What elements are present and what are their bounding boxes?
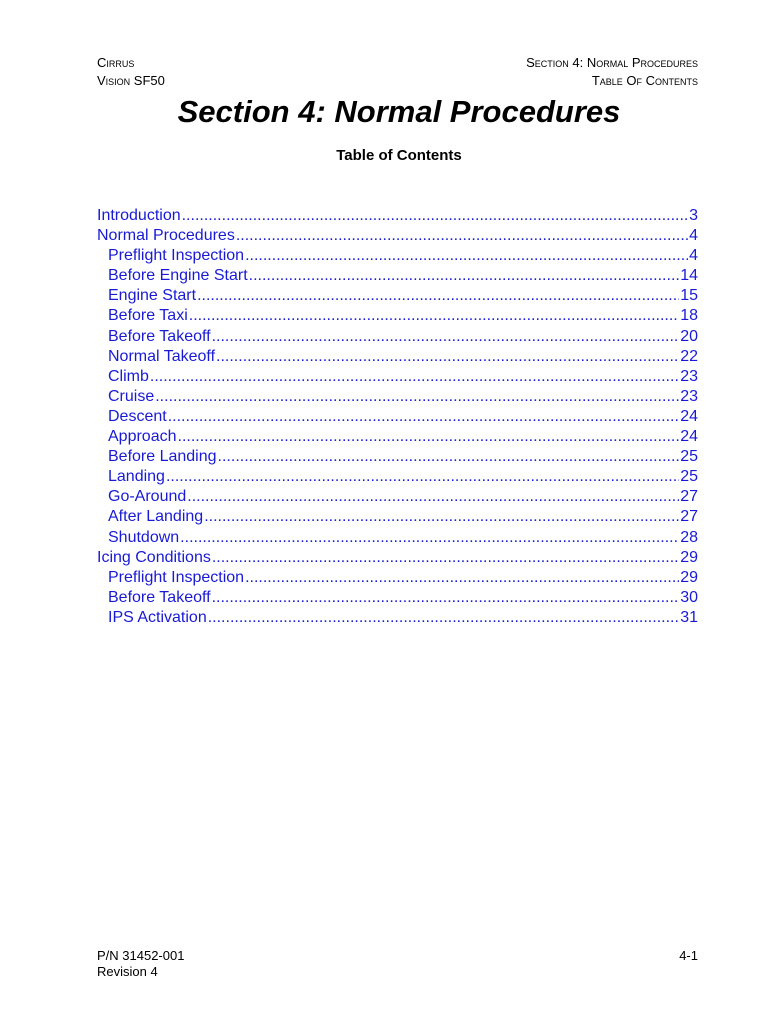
toc-entry[interactable] <box>97 487 698 507</box>
toc-dot-leader <box>218 447 680 467</box>
toc-dot-leader <box>208 608 679 628</box>
toc-entry[interactable] <box>97 568 698 588</box>
footer-right <box>679 948 698 964</box>
toc-entry-page: 4 <box>689 247 698 265</box>
toc-entry-label: Approach <box>108 428 177 446</box>
toc-entry-label: Climb <box>108 367 149 385</box>
toc-entry-page: 29 <box>680 568 698 586</box>
toc-entry-page: 23 <box>680 367 698 385</box>
toc-entry[interactable] <box>97 548 698 568</box>
toc-entry-page: 18 <box>680 307 698 325</box>
header-subsection: Table Of Contents <box>591 73 698 88</box>
toc-entry[interactable] <box>97 266 698 286</box>
toc-entry-label: Engine Start <box>108 287 197 305</box>
toc-dot-leader <box>212 548 679 568</box>
toc-entry-page: 28 <box>680 528 698 546</box>
footer-page-number: 4-1 <box>679 948 698 963</box>
toc-entry[interactable] <box>97 226 698 246</box>
toc-entry-label: Cruise <box>108 387 155 405</box>
toc-dot-leader <box>197 286 679 306</box>
toc-entry[interactable] <box>97 367 698 387</box>
toc-dot-leader <box>150 367 679 387</box>
toc-dot-leader <box>155 387 679 407</box>
toc-dot-leader <box>187 487 679 507</box>
footer-left <box>97 948 184 980</box>
toc-entry-label: Go-Around <box>108 488 187 506</box>
toc-dot-leader <box>245 246 688 266</box>
toc-entry-page: 27 <box>680 508 698 526</box>
toc-entry-page: 24 <box>680 407 698 425</box>
toc-entry-label: Introduction <box>97 207 181 224</box>
header-model: Vision SF50 <box>97 73 165 88</box>
toc-entry-page: 15 <box>680 287 698 305</box>
toc-entry[interactable] <box>97 528 698 548</box>
toc-entry[interactable] <box>97 306 698 326</box>
toc-entry-label: Before Engine Start <box>108 267 248 285</box>
toc-entry-label: Before Taxi <box>108 307 188 325</box>
toc-entry-page: 23 <box>680 387 698 405</box>
toc-entry[interactable] <box>97 246 698 266</box>
toc-entry[interactable] <box>97 407 698 427</box>
toc-entry[interactable] <box>97 286 698 306</box>
footer-revision: Revision 4 <box>97 964 158 979</box>
page-title: Section 4: Normal Procedures <box>177 94 621 129</box>
toc-dot-leader <box>180 528 679 548</box>
toc-heading: Table of Contents <box>336 147 462 164</box>
toc-entry-label: Before Landing <box>108 448 217 466</box>
toc-entry-page: 3 <box>689 207 698 224</box>
toc-dot-leader <box>212 327 680 347</box>
toc-entry-label: Before Takeoff <box>108 588 211 606</box>
running-header-left <box>97 54 165 90</box>
toc-entry-label: Landing <box>108 468 165 486</box>
toc-dot-leader <box>212 588 680 608</box>
header-section: Section 4: Normal Procedures <box>526 55 698 70</box>
toc-entry-label: Icing Conditions <box>97 548 211 566</box>
toc-entry[interactable] <box>97 608 698 628</box>
running-header-right <box>526 54 698 90</box>
toc-entry[interactable] <box>97 387 698 407</box>
toc-entry[interactable] <box>97 327 698 347</box>
toc-entry[interactable] <box>97 347 698 367</box>
toc-dot-leader <box>216 347 679 367</box>
toc-entry[interactable] <box>97 467 698 487</box>
toc-entry-label: Normal Procedures <box>97 227 235 245</box>
toc-entry-page: 30 <box>680 588 698 606</box>
toc-dot-leader <box>182 206 688 226</box>
toc-entry-label: Preflight Inspection <box>108 568 245 586</box>
toc-entry[interactable] <box>97 507 698 527</box>
header-manufacturer: Cirrus <box>97 55 135 70</box>
toc-entry-page: 4 <box>689 227 698 245</box>
toc-entry[interactable] <box>97 206 698 226</box>
toc-entry[interactable] <box>97 427 698 447</box>
toc-entry-page: 24 <box>680 428 698 446</box>
toc-entry-label: Preflight Inspection <box>108 247 245 265</box>
toc-dot-leader <box>168 407 680 427</box>
toc-dot-leader <box>178 427 680 447</box>
toc-entry[interactable] <box>97 447 698 467</box>
toc-dot-leader <box>249 266 680 286</box>
toc-entry-page: 31 <box>680 608 698 626</box>
toc-entry-label: IPS Activation <box>108 608 207 626</box>
toc-entry-page: 29 <box>680 548 698 566</box>
toc-entry-label: Descent <box>108 407 167 425</box>
toc-dot-leader <box>245 568 679 588</box>
toc-entry-page: 25 <box>680 448 698 466</box>
toc-entry-page: 14 <box>680 267 698 285</box>
toc-entry-page: 20 <box>680 327 698 345</box>
toc-entry-label: After Landing <box>108 508 204 526</box>
toc-entry-page: 27 <box>680 488 698 506</box>
toc-entry[interactable] <box>97 588 698 608</box>
toc-entry-page: 25 <box>680 468 698 486</box>
toc-dot-leader <box>166 467 679 487</box>
toc-entry-label: Shutdown <box>108 528 180 546</box>
toc-entry-label: Normal Takeoff <box>108 347 216 365</box>
toc-dot-leader <box>236 226 688 246</box>
toc-entry-label: Before Takeoff <box>108 327 211 345</box>
toc-entry-page: 22 <box>680 347 698 365</box>
toc-dot-leader <box>189 306 679 326</box>
footer-part-number: P/N 31452-001 <box>97 948 185 963</box>
toc-dot-leader <box>204 507 679 527</box>
table-of-contents <box>97 206 698 628</box>
